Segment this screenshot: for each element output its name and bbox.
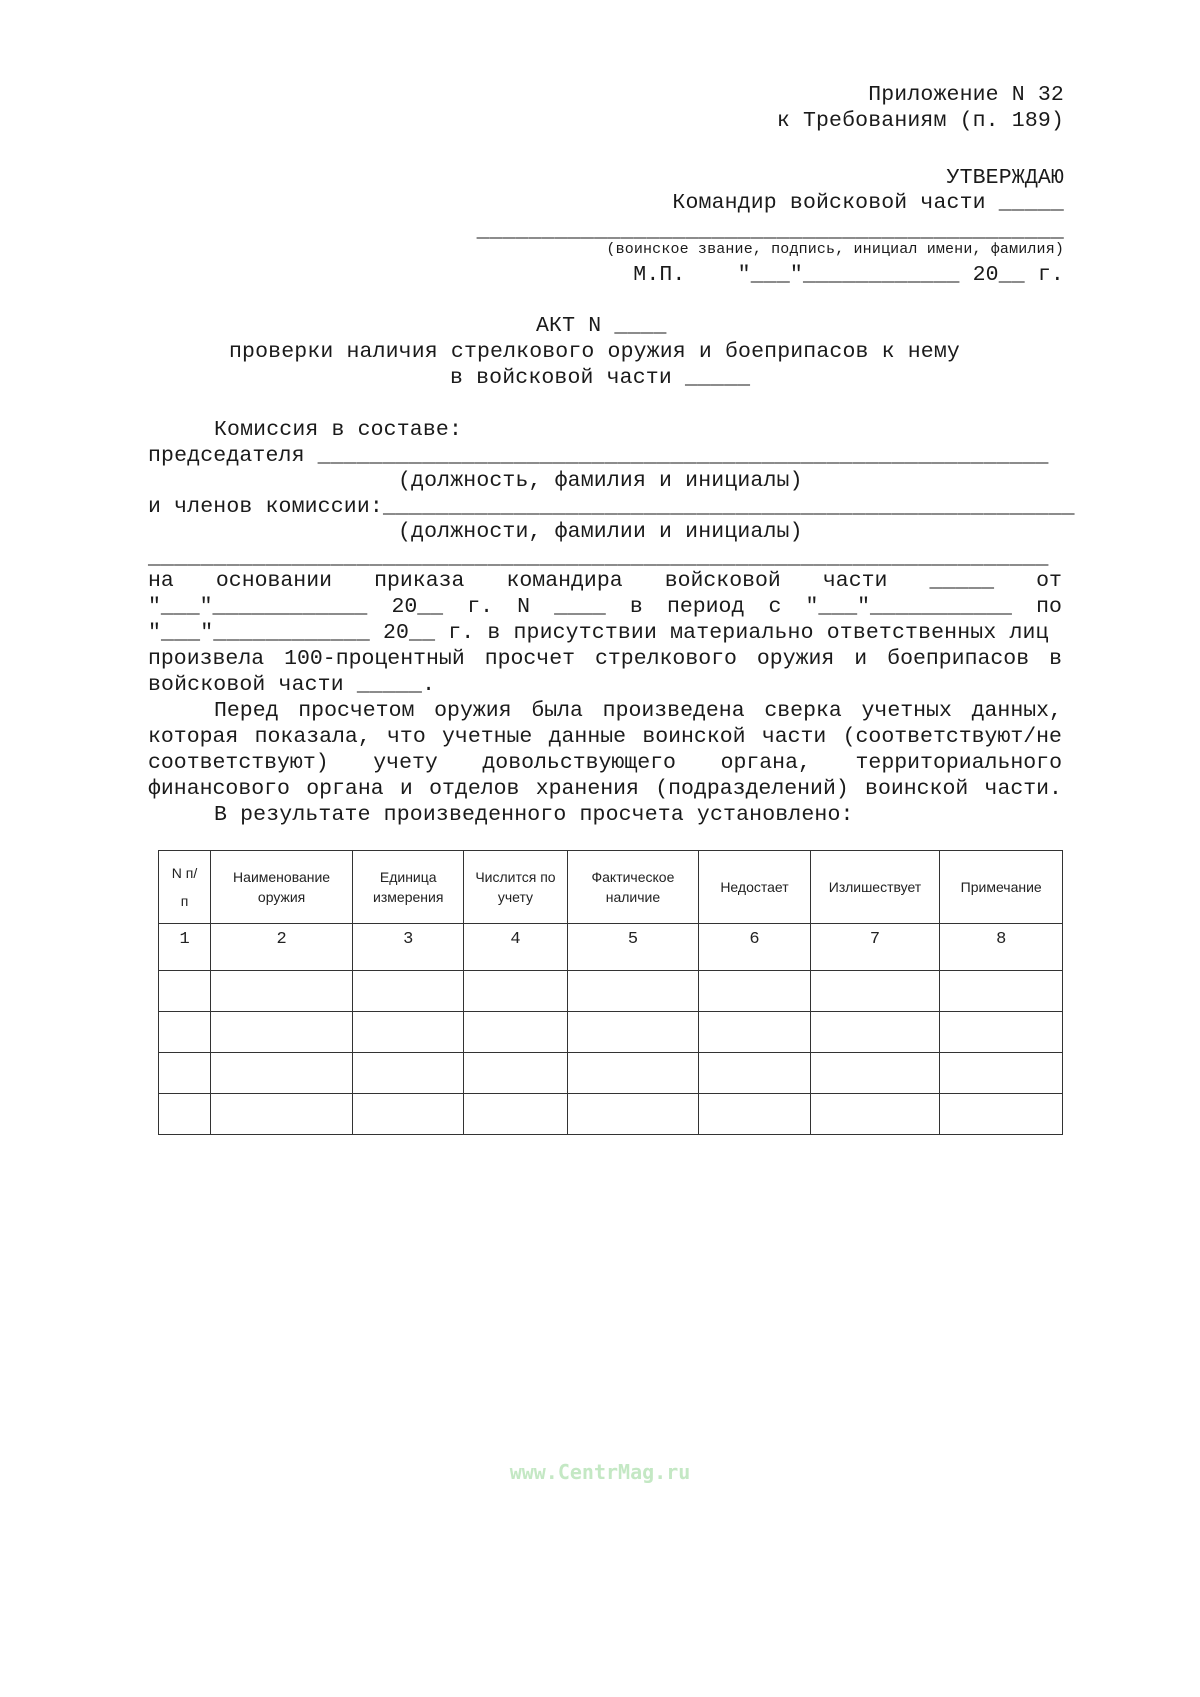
table-row <box>159 1053 1063 1094</box>
table-cell[interactable] <box>699 1012 810 1053</box>
table-cell[interactable] <box>353 971 464 1012</box>
table-cell[interactable] <box>567 971 699 1012</box>
signature-hint: (воинское звание, подпись, инициал имени, фамилия) <box>606 241 1064 258</box>
paragraph-order-line4: произвела 100-процентный просчет стрелкового оружия и боеприпасов в <box>148 647 1062 671</box>
table-cell[interactable] <box>159 1053 211 1094</box>
stamp-date-line: М.П. "___"____________ 20__ г. <box>633 263 1064 287</box>
approve-heading: УТВЕРЖДАЮ <box>946 166 1064 190</box>
paragraph-check-line3: соответствуют) учету довольствующего органа, территориального <box>148 751 1062 775</box>
column-number: 6 <box>699 924 810 971</box>
act-title: АКТ N ____ <box>536 314 667 338</box>
paragraph-check-line2: которая показала, что учетные данные воинской части (соответствуют/не <box>148 725 1062 749</box>
table-cell[interactable] <box>567 1012 699 1053</box>
column-number: 1 <box>159 924 211 971</box>
table-number-row <box>159 924 1063 971</box>
column-number: 3 <box>353 924 464 971</box>
column-number: 7 <box>810 924 940 971</box>
table-cell[interactable] <box>810 1094 940 1135</box>
table-header-row <box>159 851 1063 924</box>
table-cell[interactable] <box>699 971 810 1012</box>
table-cell[interactable] <box>567 1053 699 1094</box>
paragraph-order-line1: на основании приказа командира войсковой части _____ от <box>148 569 1062 593</box>
column-number: 2 <box>211 924 353 971</box>
table-cell[interactable] <box>353 1053 464 1094</box>
chairman-line: председателя ________________________________________________________ <box>148 444 1049 468</box>
table-cell[interactable] <box>464 1012 567 1053</box>
header-cell-weapon-name: Наименование оружия <box>211 851 353 924</box>
table-cell[interactable] <box>699 1053 810 1094</box>
paragraph-order-line3: "___"____________ 20__ г. в присутствии материально ответственных лиц <box>148 621 1049 645</box>
table-cell[interactable] <box>464 1053 567 1094</box>
table-cell[interactable] <box>353 1012 464 1053</box>
watermark-link[interactable]: www.CentrMag.ru <box>509 1460 691 1484</box>
table-cell[interactable] <box>211 1012 353 1053</box>
header-cell-surplus: Излишествует <box>810 851 940 924</box>
members-hint: (должности, фамилии и инициалы) <box>398 520 803 544</box>
appendix-number: Приложение N 32 <box>868 83 1064 107</box>
signature-line: _____________________________________________ <box>476 219 1064 243</box>
column-number: 4 <box>464 924 567 971</box>
table-cell[interactable] <box>464 971 567 1012</box>
table-row <box>159 1012 1063 1053</box>
table-cell[interactable] <box>211 1094 353 1135</box>
paragraph-order-line5: войсковой части _____. <box>148 673 436 697</box>
members-blank-line: _____________________________________________________________________ <box>148 546 1049 570</box>
table-cell[interactable] <box>159 1094 211 1135</box>
header-cell-unit: Единица измерения <box>353 851 464 924</box>
table-row <box>159 1094 1063 1135</box>
table-cell[interactable] <box>810 971 940 1012</box>
paragraph-check-line1: Перед просчетом оружия была произведена сверка учетных данных, <box>214 699 1062 723</box>
table-cell[interactable] <box>567 1094 699 1135</box>
table-cell[interactable] <box>810 1053 940 1094</box>
act-unit-line: в войсковой части _____ <box>450 366 751 390</box>
table-cell[interactable] <box>353 1094 464 1135</box>
inventory-table <box>158 850 1063 1135</box>
table-cell[interactable] <box>940 1053 1063 1094</box>
table-row <box>159 971 1063 1012</box>
column-number: 8 <box>940 924 1063 971</box>
result-intro: В результате произведенного просчета установлено: <box>214 803 854 827</box>
header-cell-recorded: Числится по учету <box>464 851 567 924</box>
header-cell-shortage: Недостает <box>699 851 810 924</box>
table-cell[interactable] <box>699 1094 810 1135</box>
appendix-reference: к Требованиям (п. 189) <box>776 109 1064 133</box>
paragraph-order-line2: "___"____________ 20__ г. N ____ в период с "___"___________ по <box>148 595 1062 619</box>
table-cell[interactable] <box>211 1053 353 1094</box>
table-cell[interactable] <box>940 1094 1063 1135</box>
table-cell[interactable] <box>940 971 1063 1012</box>
table-cell[interactable] <box>159 971 211 1012</box>
commander-line: Командир войсковой части _____ <box>672 191 1064 215</box>
table-cell[interactable] <box>211 971 353 1012</box>
header-cell-index: N п/п <box>159 851 211 924</box>
paragraph-check-line4: финансового органа и отделов хранения (подразделений) воинской части. <box>148 777 1062 801</box>
commission-intro: Комиссия в составе: <box>214 418 462 442</box>
table-cell[interactable] <box>810 1012 940 1053</box>
header-cell-note: Примечание <box>940 851 1063 924</box>
header-cell-actual: Фактическое наличие <box>567 851 699 924</box>
table-cell[interactable] <box>159 1012 211 1053</box>
members-line: и членов комиссии:_____________________________________________________ <box>148 495 1075 519</box>
table-cell[interactable] <box>464 1094 567 1135</box>
column-number: 5 <box>567 924 699 971</box>
act-subtitle: проверки наличия стрелкового оружия и боеприпасов к нему <box>229 340 960 364</box>
chairman-hint: (должность, фамилия и инициалы) <box>398 469 803 493</box>
table-cell[interactable] <box>940 1012 1063 1053</box>
